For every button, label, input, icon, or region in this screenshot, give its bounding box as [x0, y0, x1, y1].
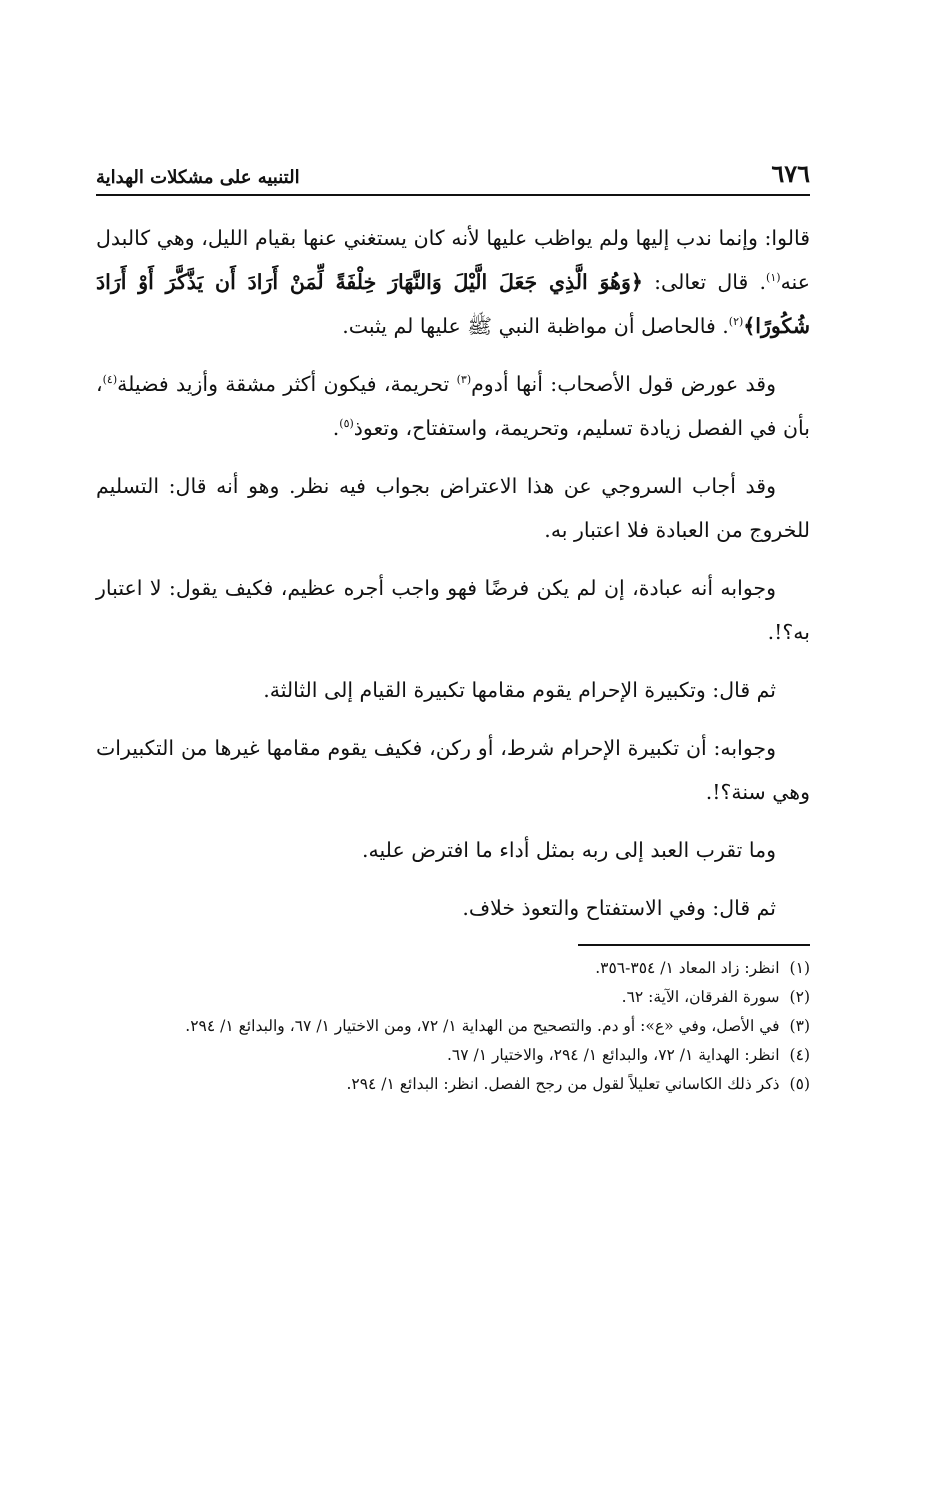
- paragraph: وجوابه: أن تكبيرة الإحرام شرط، أو ركن، فكيف يقوم مقامها غيرها من التكبيرات وهي سنة؟!.: [96, 736, 810, 804]
- footnote: (٥) ذكر ذلك الكاساني تعليلاً لقول من رجح الفصل. انظر: البدائع ١/ ٢٩٤.: [346, 1075, 810, 1093]
- paragraph: وما تقرب العبد إلى ربه بمثل أداء ما افترض عليه.: [361, 838, 776, 862]
- footnotes: [96, 954, 810, 1099]
- footnote-ref[interactable]: (٥): [339, 417, 354, 431]
- footnote: (٤) انظر: الهداية ١/ ٧٢، والبدائع ١/ ٢٩٤، والاختيار ١/ ٦٧.: [446, 1046, 810, 1064]
- quran-verse: ﴿وَهُوَ الَّذِي جَعَلَ الَّيْلَ وَالنَّهَارَ خِلْفَةً لِّمَنْ أَرَادَ أَن يَذَّكَّرَ أَوْ أَرَادَ شُكُورًا﴾: [96, 270, 810, 338]
- footnote: (١) انظر: زاد المعاد ١/ ٣٥٤-٣٥٦.: [595, 959, 810, 977]
- footnote-ref[interactable]: (١): [766, 271, 781, 285]
- paragraph: قالوا: وإنما ندب إليها ولم يواظب عليها لأنه كان يستغني عنها بقيام الليل، وهي كالبدل عنه$^{(١)}$. قال تعالى: ﴿وَهُوَ الَّذِي جَعَلَ الَّيْلَ وَالنَّهَارَ خِلْفَةً لِّمَنْ أَرَادَ أَن يَذَّكَّرَ أَوْ أَرَادَ شُكُورًا﴾$^{(٢)}$. فالحاصل أن مواظبة النبي ﷺ عليها لم يثبت.: [96, 226, 810, 338]
- main-text: [96, 216, 810, 930]
- footnote: (٣) في الأصل، وفي «ع»: أو دم. والتصحيح من الهداية ١/ ٧٢، ومن الاختيار ١/ ٦٧، والبدائع ١/ ٢٩٤.: [185, 1017, 810, 1035]
- paragraph: ثم قال: وتكبيرة الإحرام يقوم مقامها تكبيرة القيام إلى الثالثة.: [263, 678, 776, 702]
- paragraph: وقد عورض قول الأصحاب: أنها أدوم$^{(٣)}$ تحريمة، فيكون أكثر مشقة وأزيد فضيلة$^{(٤)}$، بأن في الفصل زيادة تسليم، وتحريمة، واستفتاح، وتعوذ$^{(٥)}$.: [96, 372, 810, 440]
- paragraph: وجوابه أنه عبادة، إن لم يكن فرضًا فهو واجب أجره عظيم، فكيف يقول: لا اعتبار به؟!.: [96, 576, 810, 644]
- footnote-divider: [578, 944, 810, 946]
- page-header: [96, 150, 810, 196]
- footnote: (٢) سورة الفرقان، الآية: ٦٢.: [621, 988, 810, 1006]
- footnote-ref[interactable]: (٢): [728, 315, 744, 329]
- running-title: التنبيه على مشكلات الهداية: [96, 167, 300, 188]
- book-page: [96, 150, 810, 1099]
- paragraph: ثم قال: وفي الاستفتاح والتعوذ خلاف.: [462, 896, 776, 920]
- footnote-ref[interactable]: (٣): [456, 373, 472, 387]
- page-number: ٦٧٦: [771, 159, 810, 188]
- footnote-ref[interactable]: (٤): [102, 373, 118, 387]
- paragraph: وقد أجاب السروجي عن هذا الاعتراض بجواب فيه نظر. وهو أنه قال: التسليم للخروج من العبادة فلا اعتبار به.: [96, 474, 810, 542]
